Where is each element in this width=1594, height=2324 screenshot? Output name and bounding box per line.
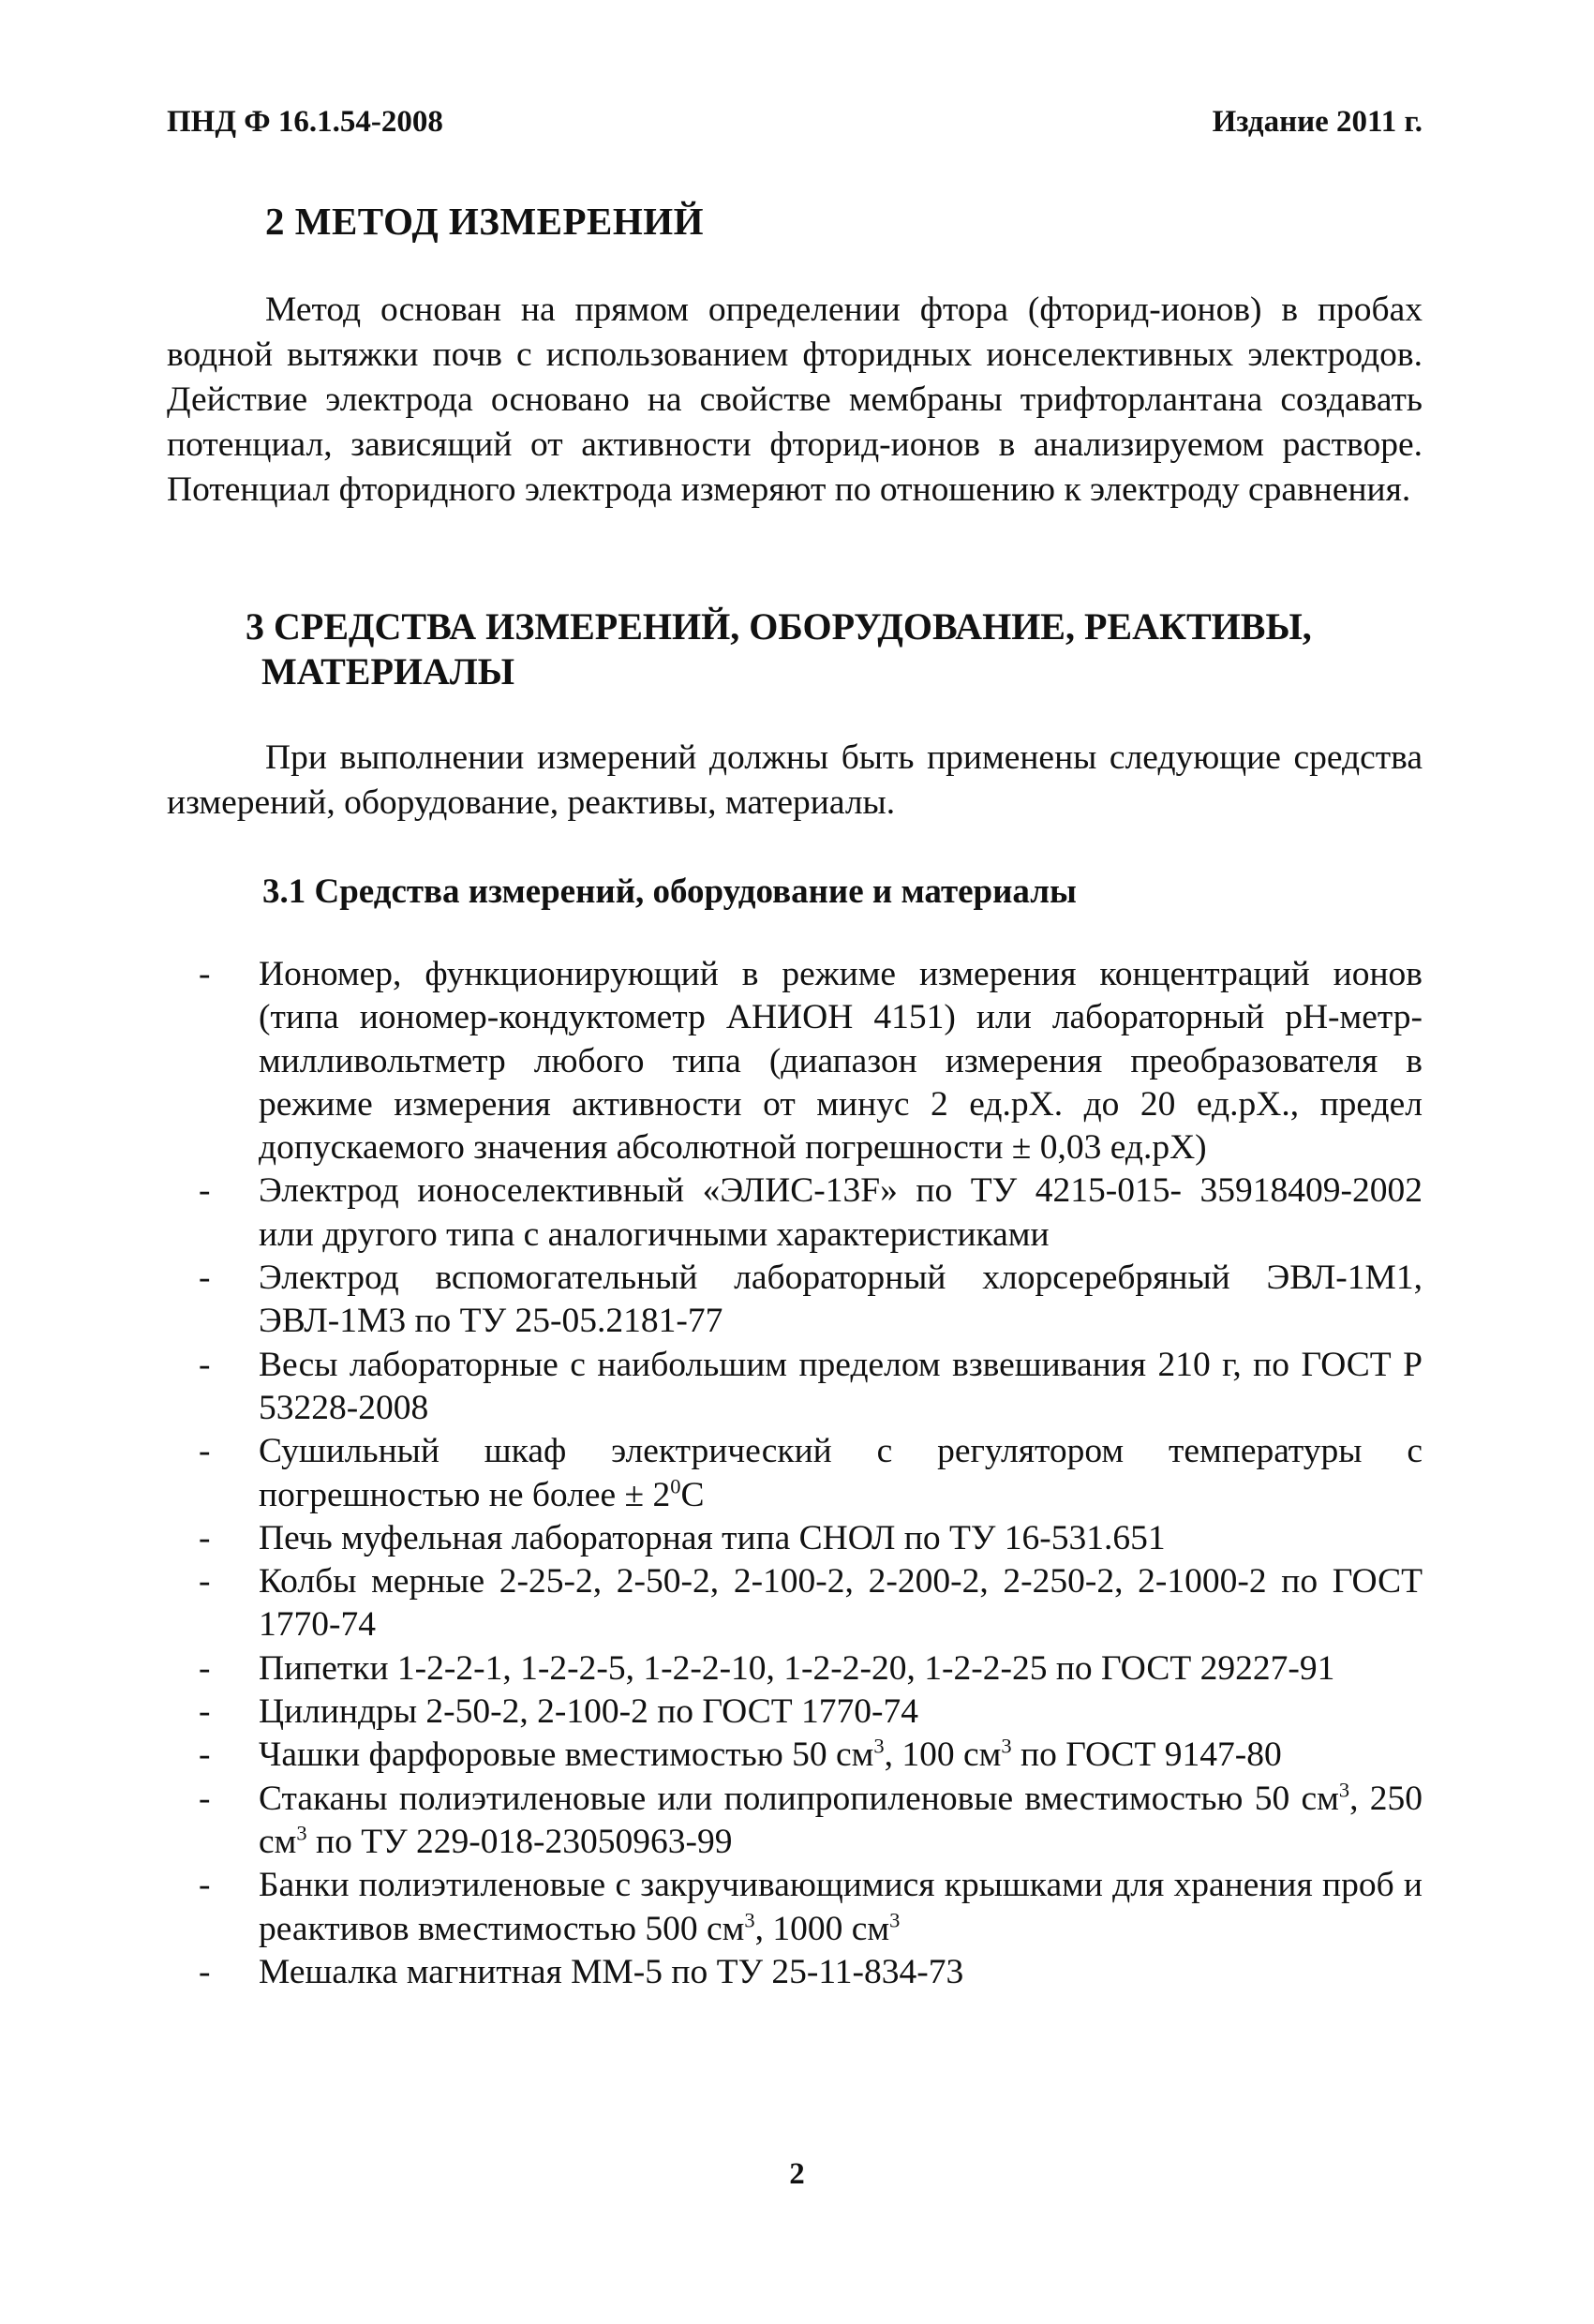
list-item-text: Колбы мерные 2-25-2, 2-50-2, 2-100-2, 2-200-2, 2-250-2, 2-1000-2 по ГОСТ 1770-74 — [259, 1562, 1423, 1645]
list-item — [199, 953, 1423, 1169]
list-item-text: Печь муфельная лабораторная типа СНОЛ по ТУ 16-531.651 — [259, 1518, 1166, 1557]
bullet-dash: - — [199, 1866, 211, 1905]
superscript: 3 — [744, 1908, 755, 1932]
list-item — [199, 1169, 1423, 1257]
section-3-1-title: 3.1 Средства измерений, оборудование и материалы — [262, 872, 1077, 911]
list-item — [199, 1560, 1423, 1647]
list-item-text: Весы лабораторные с наибольшим пределом взвешивания 210 г, по ГОСТ Р 53228-2008 — [259, 1345, 1423, 1427]
list-item-text: Электрод ионоселективный «ЭЛИС-13F» по ТУ 4215-015- 35918409-2002 или другого типа с аналогичными характеристиками — [259, 1171, 1423, 1254]
bullet-dash: - — [199, 1648, 211, 1688]
list-item-text: по ТУ 229-018-23050963-99 — [306, 1822, 733, 1861]
list-item-text: Мешалка магнитная ММ-5 по ТУ 25-11-834-73 — [259, 1952, 964, 1991]
bullet-dash: - — [199, 1171, 211, 1211]
list-item-text: по ГОСТ 9147-80 — [1011, 1736, 1282, 1775]
bullet-dash: - — [199, 1692, 211, 1732]
list-item — [199, 1734, 1423, 1777]
bullet-dash: - — [199, 1432, 211, 1471]
bullet-dash: - — [199, 1562, 211, 1601]
list-item — [199, 1517, 1423, 1560]
superscript: 3 — [1001, 1734, 1012, 1758]
list-item — [199, 1647, 1423, 1691]
superscript: 3 — [873, 1734, 885, 1758]
superscript: 3 — [296, 1821, 307, 1845]
list-item — [199, 1344, 1423, 1431]
page-number: 2 — [789, 2157, 805, 2191]
bullet-dash: - — [199, 1952, 211, 1991]
list-item — [199, 1430, 1423, 1517]
superscript: 3 — [1338, 1778, 1350, 1802]
section-2-text: Метод основан на прямом определении фтора (фторид-ионов) в пробах водной вытяжки почв с использованием фторидных ионселективных электродов. Действие электрода основано на свойстве мембраны трифторлантана создавать потенциал, зависящий от активности фторид-ионов в анализируемом растворе. Потенциал фторидного электрода измеряют по отношению к электроду сравнения. — [167, 290, 1423, 509]
superscript: 3 — [889, 1908, 901, 1932]
bullet-dash: - — [199, 1259, 211, 1298]
page-header — [167, 105, 1423, 152]
list-item — [199, 1864, 1423, 1951]
list-item — [199, 1257, 1423, 1344]
section-3-intro: При выполнении измерений должны быть применены следующие средства измерений, оборудование, реактивы, материалы. — [167, 738, 1423, 822]
list-item-text: Электрод вспомогательный лабораторный хлорсеребряный ЭВЛ-1М1, ЭВЛ-1М3 по ТУ 25-05.2181-77 — [259, 1259, 1423, 1341]
list-item — [199, 1691, 1423, 1734]
list-item-text: Пипетки 1-2-2-1, 1-2-2-5, 1-2-2-10, 1-2-2-20, 1-2-2-25 по ГОСТ 29227-91 — [259, 1648, 1335, 1688]
section-3-title — [246, 604, 1426, 694]
list-item-text: Иономер, функционирующий в режиме измерения концентраций ионов (типа иономер-кондуктометр АНИОН 4151) или лабораторный рН-метр-милливольтметр любого типа (диапазон измерения преобразователя в режиме измерения активности от минус 2 ед.рХ. до 20 ед.рХ., предел допускаемого значения абсолютной погрешности ± 0,03 ед.рХ) — [259, 955, 1423, 1168]
list-item-text: , 100 см — [884, 1736, 1002, 1775]
equipment-list — [199, 953, 1423, 1994]
bullet-dash: - — [199, 1779, 211, 1818]
section-3-title-line-2: МАТЕРИАЛЫ — [261, 650, 514, 693]
list-item — [199, 1951, 1423, 1994]
list-item-text: С — [680, 1475, 705, 1514]
document-code: ПНД Ф 16.1.54-2008 — [167, 105, 443, 139]
list-item-text: Стаканы полиэтиленовые или полипропиленовые вместимостью 50 см — [259, 1779, 1339, 1818]
list-item-text: Банки полиэтиленовые с закручивающимися крышками для хранения проб и реактивов вместимостью 500 см — [259, 1866, 1423, 1948]
bullet-dash: - — [199, 1518, 211, 1557]
section-2-title: 2 МЕТОД ИЗМЕРЕНИЙ — [265, 200, 705, 243]
list-item-text: Сушильный шкаф электрический с регулятором температуры с погрешностью не более ± 2 — [259, 1432, 1423, 1514]
list-item — [199, 1778, 1423, 1865]
list-item-text: Чашки фарфоровые вместимостью 50 см — [259, 1736, 874, 1775]
bullet-dash: - — [199, 955, 211, 993]
bullet-dash: - — [199, 1736, 211, 1775]
list-item-text: Цилиндры 2-50-2, 2-100-2 по ГОСТ 1770-74 — [259, 1692, 918, 1732]
bullet-dash: - — [199, 1345, 211, 1384]
section-3-title-line-1: 3 СРЕДСТВА ИЗМЕРЕНИЙ, ОБОРУДОВАНИЕ, РЕАКТИВЫ, — [246, 605, 1312, 648]
superscript: 0 — [670, 1474, 681, 1498]
edition-label: Издание 2011 г. — [1212, 105, 1423, 139]
list-item-text: , 250 см — [259, 1779, 1423, 1861]
list-item-text: , 1000 см — [754, 1909, 890, 1948]
